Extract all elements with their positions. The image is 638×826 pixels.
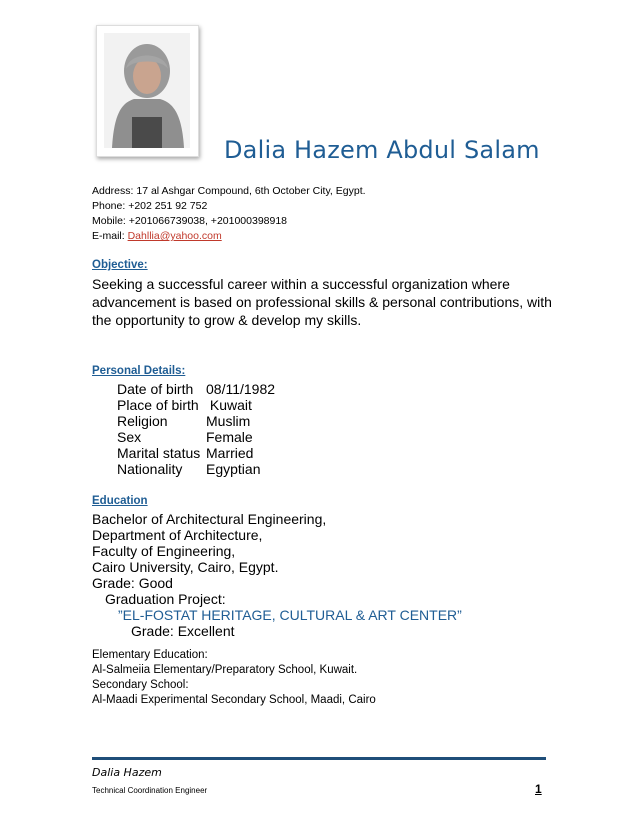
education-line: Bachelor of Architectural Engineering, bbox=[92, 511, 327, 527]
detail-label: Sex bbox=[117, 429, 142, 445]
detail-row bbox=[117, 461, 275, 477]
detail-label: Nationality bbox=[117, 461, 183, 477]
education-line: Cairo University, Cairo, Egypt. bbox=[92, 559, 279, 575]
elementary-line: Secondary School: bbox=[92, 679, 189, 691]
personal-details-table bbox=[117, 381, 275, 477]
personal-details-heading: Personal Details: bbox=[92, 365, 186, 377]
mobile-line: Mobile: +201066739038, +201000398918 bbox=[92, 215, 288, 227]
detail-label: Religion bbox=[117, 413, 168, 429]
education-heading: Education bbox=[92, 495, 148, 507]
email-link[interactable]: Dahllia@yahoo.com bbox=[127, 230, 222, 242]
graduation-project-title: ”EL-FOSTAT HERITAGE, CULTURAL & ART CENTER” bbox=[118, 607, 462, 623]
education-line: Faculty of Engineering, bbox=[92, 543, 236, 559]
education-block bbox=[92, 511, 462, 639]
footer-name: Dalia Hazem bbox=[92, 766, 162, 779]
elementary-line: Elementary Education: bbox=[92, 649, 208, 661]
detail-row bbox=[117, 413, 275, 429]
detail-value: Muslim bbox=[206, 413, 251, 429]
page-number: 1 bbox=[535, 782, 542, 796]
footer-job-title: Technical Coordination Engineer bbox=[92, 786, 208, 795]
detail-label: Date of birth bbox=[117, 381, 194, 397]
education-line: Department of Architecture, bbox=[92, 527, 263, 543]
objective-heading: Objective: bbox=[92, 259, 148, 271]
candidate-name: Dalia Hazem Abdul Salam bbox=[224, 136, 540, 164]
detail-value: 08/11/1982 bbox=[206, 381, 276, 397]
phone-line: Phone: +202 251 92 752 bbox=[92, 200, 208, 212]
detail-label: Place of birth bbox=[117, 397, 199, 413]
detail-row bbox=[117, 445, 275, 461]
education-line: Grade: Good bbox=[92, 575, 173, 591]
email-line bbox=[92, 229, 366, 244]
objective-text: Seeking a successful career within a successful organization where advancement is based on professional skills & personal contributions, with the opportunity to grow & develop my skills. bbox=[92, 276, 552, 328]
elementary-line: Al-Maadi Experimental Secondary School, Maadi, Cairo bbox=[92, 694, 376, 706]
elementary-line: Al-Salmeiia Elementary/Preparatory School, Kuwait. bbox=[92, 664, 358, 676]
email-label: E-mail: bbox=[92, 230, 128, 242]
graduation-project-grade: Grade: Excellent bbox=[131, 623, 235, 639]
detail-row bbox=[117, 381, 275, 397]
graduation-project-label: Graduation Project: bbox=[105, 591, 226, 607]
profile-photo bbox=[96, 25, 199, 157]
elementary-block bbox=[92, 648, 376, 708]
address-line: Address: 17 al Ashgar Compound, 6th October City, Egypt. bbox=[92, 185, 366, 197]
footer-divider bbox=[92, 757, 546, 760]
detail-value: Egyptian bbox=[206, 461, 261, 477]
profile-photo-image bbox=[104, 33, 190, 148]
detail-value: Kuwait bbox=[206, 397, 252, 413]
contact-block bbox=[92, 184, 366, 244]
detail-value: Female bbox=[206, 429, 253, 445]
detail-label: Marital status bbox=[117, 445, 201, 461]
detail-row bbox=[117, 397, 275, 413]
detail-value: Married bbox=[206, 445, 254, 461]
detail-row bbox=[117, 429, 275, 445]
